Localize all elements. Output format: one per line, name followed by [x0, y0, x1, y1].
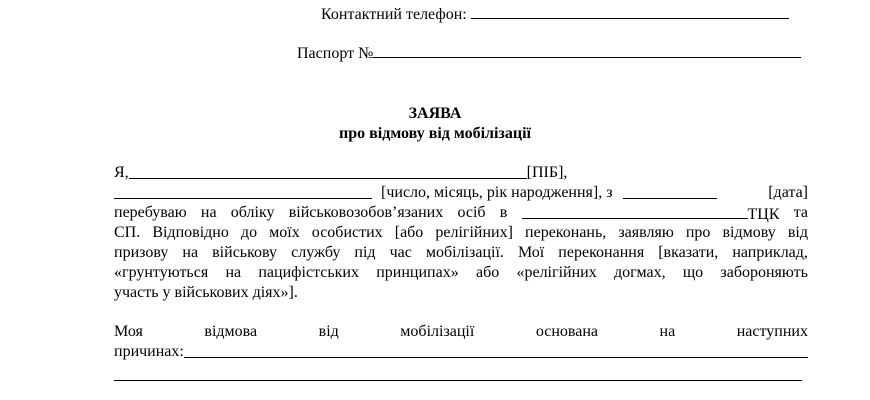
word: перебуваю	[114, 204, 187, 221]
word: від	[318, 323, 339, 340]
document-title: ЗАЯВА	[408, 105, 462, 122]
word: СП.	[114, 224, 141, 241]
word: догмах,	[613, 264, 666, 281]
date-hint: [дата]	[768, 184, 808, 201]
word: мобілізації	[400, 323, 475, 340]
word: від	[787, 224, 808, 241]
statement-line-1	[114, 163, 808, 183]
reasons-label: причинах:	[114, 343, 184, 360]
reasons-blank-line[interactable]	[114, 380, 802, 381]
statement-start: Я,	[114, 164, 129, 181]
word: службу	[291, 244, 341, 261]
contact-phone-label: Контактний телефон:	[321, 6, 467, 23]
reasons-line-1	[114, 322, 808, 342]
word: Мої	[517, 244, 545, 261]
word: призову	[114, 244, 169, 261]
word: військовозобов’язаних	[288, 204, 444, 221]
document-subtitle: про відмову від мобілізації	[339, 125, 531, 142]
statement-line-2	[114, 183, 808, 203]
word: основана	[535, 323, 598, 340]
word: до	[240, 224, 258, 241]
word: на	[659, 323, 676, 340]
word: пацифістських	[258, 264, 359, 281]
word: «грунтуються	[114, 264, 209, 281]
word: переконання	[558, 244, 645, 261]
word: переконань,	[525, 224, 607, 241]
word: на	[200, 204, 217, 221]
word: осіб	[457, 204, 486, 221]
statement-line-3	[114, 203, 808, 225]
name-hint: [ПІБ],	[526, 164, 568, 181]
word: принципах»	[376, 264, 459, 281]
passport-field	[297, 42, 801, 64]
word: [або	[394, 224, 424, 241]
statement-line-4	[114, 223, 808, 243]
statement-line-6	[114, 263, 808, 283]
word: в	[499, 204, 508, 221]
word: під	[354, 244, 376, 261]
word: Моя	[114, 323, 143, 340]
word: про	[685, 224, 711, 241]
contact-phone-field	[321, 3, 789, 25]
word: наприклад,	[732, 244, 808, 261]
word: обліку	[230, 204, 275, 221]
word: на	[225, 264, 242, 281]
word: моїх	[269, 224, 300, 241]
word: релігійних]	[435, 224, 513, 241]
word: Відповідно	[152, 224, 229, 241]
word: час	[389, 244, 412, 261]
birthdate-blank[interactable]	[114, 183, 372, 199]
birthdate-hint: [число, місяць, рік народження], з	[381, 184, 613, 201]
statement-line-7: участь у військових діях»].	[114, 284, 298, 301]
passport-label: Паспорт №	[297, 45, 374, 62]
statement-line-5	[114, 243, 808, 263]
word: наступних	[736, 323, 808, 340]
word: заявляю	[618, 224, 674, 241]
contact-phone-blank[interactable]	[471, 3, 789, 19]
word: відмова	[204, 323, 258, 340]
passport-blank[interactable]	[373, 42, 801, 58]
word: що	[682, 264, 704, 281]
word: та	[793, 204, 808, 221]
word: мобілізації.	[425, 244, 504, 261]
word: або	[475, 264, 500, 281]
word: військову	[212, 244, 278, 261]
reasons-blank[interactable]	[184, 342, 808, 358]
date-blank[interactable]	[623, 183, 717, 199]
word: особистих	[311, 224, 383, 241]
word: на	[182, 244, 199, 261]
word: забороняють	[720, 264, 808, 281]
word: [вказати,	[658, 244, 719, 261]
word: відмову	[722, 224, 776, 241]
reasons-line-2	[114, 342, 808, 362]
name-blank[interactable]	[129, 163, 527, 179]
tck-blank[interactable]	[522, 203, 748, 219]
word: ТЦК	[747, 206, 780, 223]
word: «релігійних	[516, 264, 597, 281]
